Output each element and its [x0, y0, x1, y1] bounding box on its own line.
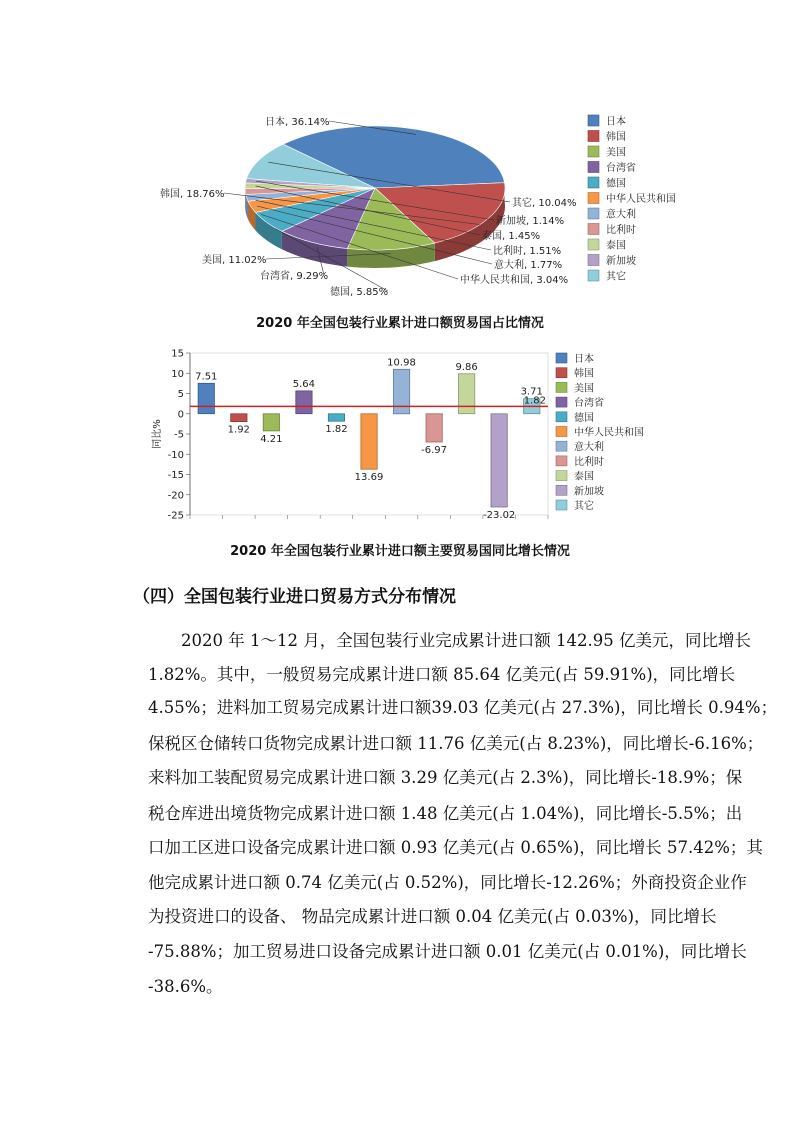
- bar-data-label-中华人民共和国: 13.69: [354, 472, 384, 484]
- pie-legend-label-美国: 美国: [606, 147, 626, 159]
- bar-reference-label: 1.82: [523, 395, 546, 407]
- bar-ytick-label: -15: [167, 470, 184, 481]
- bar-legend-label-台湾省: 台湾省: [574, 398, 604, 410]
- bar-ytick-label: -5: [174, 429, 184, 441]
- bar-data-label-其它: 3.71: [520, 386, 543, 398]
- paragraph-line: 1.82%。其中，一般贸易完成累计进口额 85.64 亿美元(占 59.91%)，同比增长: [148, 665, 736, 684]
- bar-新加坡: [491, 414, 507, 507]
- bar-data-label-韩国: 1.92: [227, 424, 250, 436]
- pie-legend-label-韩国: 韩国: [606, 132, 626, 143]
- bar-legend-swatch-台湾省: [556, 397, 567, 407]
- pie-legend-label-德国: 德国: [606, 178, 626, 190]
- bar-legend-label-韩国: 韩国: [574, 368, 594, 380]
- paragraph-line: -38.6%。: [148, 977, 223, 996]
- bar-legend-label-意大利: 意大利: [574, 442, 604, 454]
- bar-泰国: [459, 374, 475, 414]
- bar-legend-swatch-比利时: [556, 456, 567, 466]
- bar-比利时: [426, 414, 442, 442]
- paragraph-line: 税仓库进出境货物完成累计进口额 1.48 亿美元(占 1.04%)，同比增长-5.5%；出: [148, 804, 743, 823]
- bar-chart: [148, 345, 668, 530]
- bar-legend-swatch-德国: [556, 412, 567, 422]
- pie-legend-swatch-美国: [588, 146, 599, 157]
- paragraph-line: 他完成累计进口额 0.74 亿美元(占 0.52%)，同比增长-12.26%；外商投资企业作: [148, 873, 747, 892]
- paragraph-line: 2020 年 1～12 月，全国包装行业完成累计进口额 142.95 亿美元，同比增长: [181, 631, 751, 650]
- pie-label-台湾省: 台湾省, 9.29%: [260, 271, 329, 282]
- pie-legend-swatch-中华人民共和国: [588, 193, 599, 204]
- pie-label-日本: 日本, 36.14%: [265, 117, 330, 128]
- bar-ytick-label: 15: [171, 348, 184, 360]
- bar-data-label-台湾省: 5.64: [292, 378, 316, 390]
- bar-德国: [328, 414, 344, 421]
- pie-label-比利时: 比利时, 1.51%: [493, 246, 562, 257]
- bar-legend-swatch-日本: [556, 353, 567, 363]
- bar-ytick-label: 5: [177, 389, 184, 400]
- bar-y-axis-label: 同比%: [152, 419, 163, 449]
- bar-ytick-label: -10: [167, 449, 184, 461]
- bar-ytick-label: -25: [167, 510, 184, 522]
- bar-legend-label-中华人民共和国: 中华人民共和国: [574, 427, 644, 439]
- bar-中华人民共和国: [361, 414, 377, 469]
- pie-legend-swatch-台湾省: [588, 162, 599, 173]
- pie-legend-label-中华人民共和国: 中华人民共和国: [606, 194, 676, 205]
- pie-legend-swatch-其它: [588, 270, 599, 281]
- pie-label-意大利: 意大利, 1.77%: [494, 260, 563, 271]
- bar-韩国: [231, 414, 247, 422]
- pie-legend-label-新加坡: 新加坡: [606, 256, 636, 267]
- bar-chart-caption: 2020 年全国包装行业累计进口额主要贸易国同比增长情况: [230, 544, 570, 559]
- paragraph-line: 来料加工装配贸易完成累计进口额 3.29 亿美元(占 2.3%)，同比增长-18.9%；保: [148, 768, 743, 787]
- bar-data-label-新加坡: -23.02: [483, 510, 516, 521]
- bar-legend-swatch-韩国: [556, 368, 567, 378]
- bar-legend-label-比利时: 比利时: [574, 456, 604, 468]
- bar-ytick-label: -20: [167, 490, 184, 502]
- bar-legend-swatch-意大利: [556, 441, 567, 451]
- bar-legend-label-美国: 美国: [574, 383, 594, 395]
- pie-label-其它: 其它, 10.04%: [512, 198, 577, 209]
- bar-legend-label-其它: 其它: [574, 501, 594, 512]
- bar-legend-label-德国: 德国: [574, 412, 594, 424]
- bar-legend-label-泰国: 泰国: [574, 471, 594, 483]
- bar-legend-swatch-泰国: [556, 471, 567, 481]
- bar-legend-swatch-中华人民共和国: [556, 427, 567, 437]
- pie-legend-swatch-比利时: [588, 224, 599, 235]
- paragraph-line: 口加工区进口设备完成累计进口额 0.93 亿美元(占 0.65%)，同比增长 57.42%；其: [148, 838, 763, 857]
- pie-legend-swatch-意大利: [588, 208, 599, 219]
- paragraph-line: -75.88%；加工贸易进口设备完成累计进口额 0.01 亿美元(占 0.01%)，同比增长: [148, 942, 747, 961]
- bar-data-label-比利时: -6.97: [421, 445, 448, 456]
- pie-label-德国: 德国, 5.85%: [330, 287, 389, 298]
- pie-legend-swatch-韩国: [588, 131, 599, 142]
- bar-legend-label-新加坡: 新加坡: [574, 486, 604, 498]
- bar-legend-swatch-美国: [556, 382, 567, 392]
- bar-legend-swatch-其它: [556, 500, 567, 510]
- bar-data-label-美国: 4.21: [260, 433, 283, 445]
- bar-日本: [198, 383, 214, 413]
- bar-data-label-意大利: 10.98: [387, 357, 416, 369]
- paragraph-line: 4.55%；进料加工贸易完成累计进口额39.03 亿美元(占 27.3%)，同比增长 0.94%；: [148, 698, 778, 717]
- pie-label-中华人民共和国: 中华人民共和国, 3.04%: [460, 275, 569, 286]
- pie-label-美国: 美国, 11.02%: [202, 255, 267, 266]
- pie-legend-label-泰国: 泰国: [606, 240, 626, 252]
- bar-美国: [263, 414, 279, 431]
- bar-ytick-label: 0: [177, 409, 184, 421]
- pie-legend-label-比利时: 比利时: [606, 225, 636, 236]
- bar-legend-swatch-新加坡: [556, 485, 567, 495]
- bar-ytick-label: 10: [171, 368, 184, 380]
- bar-台湾省: [296, 391, 312, 414]
- pie-legend-swatch-日本: [588, 115, 599, 126]
- bar-data-label-日本: 7.51: [195, 371, 218, 383]
- section-heading: （四）全国包装行业进口贸易方式分布情况: [133, 587, 456, 607]
- bar-data-label-泰国: 9.86: [455, 361, 478, 373]
- pie-chart: [140, 105, 700, 305]
- pie-label-新加坡: 新加坡, 1.14%: [496, 216, 565, 227]
- pie-legend-label-其它: 其它: [606, 271, 626, 283]
- pie-legend-swatch-泰国: [588, 239, 599, 250]
- pie-legend-label-日本: 日本: [606, 116, 626, 128]
- paragraph-line: 为投资进口的设备、 物品完成累计进口额 0.04 亿美元(占 0.03%)，同比增长: [148, 907, 717, 926]
- pie-legend-swatch-德国: [588, 177, 599, 188]
- bar-意大利: [393, 369, 409, 414]
- paragraph-line: 保税区仓储转口货物完成累计进口额 11.76 亿美元(占 8.23%)，同比增长-6.16%；: [148, 734, 764, 753]
- pie-legend-label-意大利: 意大利: [606, 209, 636, 221]
- pie-chart-caption: 2020 年全国包装行业累计进口额贸易国占比情况: [256, 316, 544, 331]
- pie-label-韩国: 韩国, 18.76%: [160, 189, 225, 200]
- pie-legend-label-台湾省: 台湾省: [606, 163, 636, 174]
- bar-legend-label-日本: 日本: [574, 354, 594, 365]
- bar-data-label-德国: 1.82: [325, 424, 348, 436]
- pie-label-泰国: 泰国, 1.45%: [482, 231, 541, 242]
- pie-legend-swatch-新加坡: [588, 255, 599, 266]
